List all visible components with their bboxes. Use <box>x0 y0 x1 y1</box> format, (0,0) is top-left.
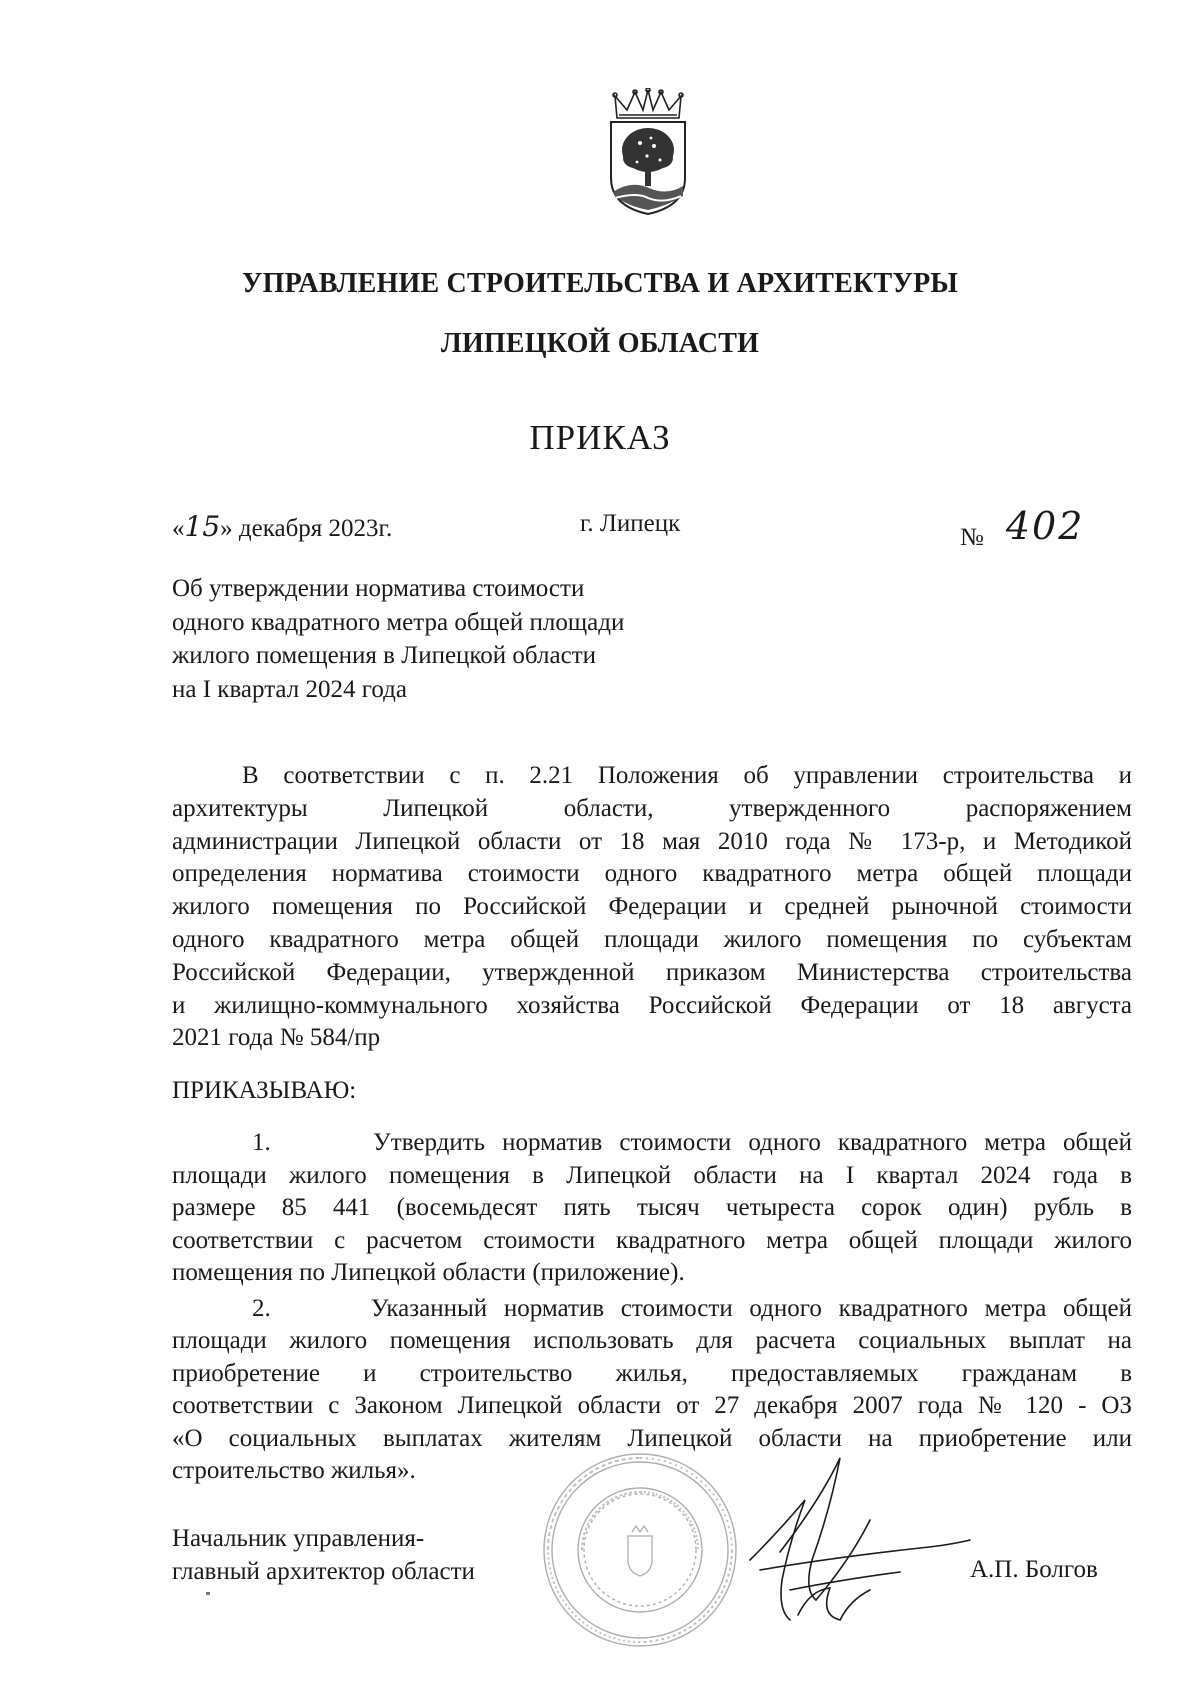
subject-line: одного квадратного метра общей площади <box>172 608 625 636</box>
text-line: «О социальных выплатах жителям Липецкой области на приобретение или <box>172 1424 1132 1452</box>
order-city: г. Липецк <box>580 510 681 537</box>
scan-speck <box>206 1592 210 1595</box>
position-line: главный архитектор области <box>172 1558 475 1585</box>
text-line: приобретение и строительство жилья, предоставляемых гражданам в <box>172 1359 1132 1387</box>
signer-position <box>172 1522 475 1588</box>
organization-region: ЛИПЕЦКОЙ ОБЛАСТИ <box>440 328 760 359</box>
number-label: № <box>960 524 984 551</box>
text-line: 1. Утвердить норматив стоимости одного квадратного метра общей <box>252 1129 1132 1156</box>
text-line: Российской Федерации, утвержденной приказом Министерства строительства <box>172 958 1132 986</box>
order-items <box>172 1127 1132 1488</box>
text-line: соответствии с расчетом стоимости квадратного метра общей площади жилого <box>172 1226 1132 1254</box>
order-subject <box>172 572 732 706</box>
preamble-paragraph <box>172 760 1132 1055</box>
text-line: размере 85 441 (восемьдесят пять тысяч четыреста сорок один) рубль в <box>172 1194 1132 1221</box>
signer-name: А.П. Болгов <box>970 1556 1098 1583</box>
subject-line: Об утверждении норматива стоимости <box>172 575 585 602</box>
text-line: одного квадратного метра общей площади жилого помещения по субъектам <box>172 925 1132 953</box>
handwritten-signature-icon <box>720 1440 980 1670</box>
order-directive: ПРИКАЗЫВАЮ: <box>172 1077 357 1104</box>
lipetsk-coat-of-arms-icon <box>607 88 689 216</box>
text-line: площади жилого помещения использовать для расчета социальных выплат на <box>172 1327 1132 1354</box>
date-month-year: » декабря 2023г. <box>220 515 393 542</box>
document-type-title: ПРИКАЗ <box>529 418 671 457</box>
subject-line: жилого помещения в Липецкой области <box>172 642 596 669</box>
subject-line: на I квартал 2024 года <box>172 675 407 703</box>
text-line: архитектуры Липецкой области, утвержденного распоряжением <box>172 794 1132 822</box>
text-line: определения норматива стоимости одного квадратного метра общей площади <box>172 860 1132 888</box>
text-line: и жилищно-коммунального хозяйства Российской Федерации от 18 августа <box>172 991 1132 1019</box>
quote-open: « <box>172 515 185 542</box>
text-line: жилого помещения по Российской Федерации и средней рыночной стоимости <box>172 893 1132 921</box>
organization-name: УПРАВЛЕНИЕ СТРОИТЕЛЬСТВА И АРХИТЕКТУРЫ <box>241 268 959 299</box>
text-line: соответствии с Законом Липецкой области от 27 декабря 2007 года № 120 - ОЗ <box>172 1392 1132 1419</box>
official-seal-icon <box>540 1450 740 1650</box>
position-line: Начальник управления- <box>172 1525 425 1552</box>
handwritten-day: 15 <box>184 510 221 543</box>
text-line: площади жилого помещения в Липецкой области на I квартал 2024 года в <box>172 1161 1132 1189</box>
text-line: 2. Указанный норматив стоимости одного квадратного метра общей <box>252 1294 1132 1322</box>
text-line: администрации Липецкой области от 18 мая 2010 года № 173-р, и Методикой <box>172 827 1132 855</box>
text-line: 2021 года № 584/пр <box>172 1024 381 1052</box>
text-line: помещения по Липецкой области (приложение). <box>172 1259 685 1286</box>
handwritten-number: 402 <box>1005 504 1085 548</box>
order-number <box>960 504 1085 554</box>
order-date <box>172 510 392 543</box>
text-line: В соответствии с п. 2.21 Положения об управлении строительства и <box>242 762 1132 789</box>
text-line: строительство жилья». <box>172 1457 416 1484</box>
order-item-1 <box>172 1127 1132 1290</box>
